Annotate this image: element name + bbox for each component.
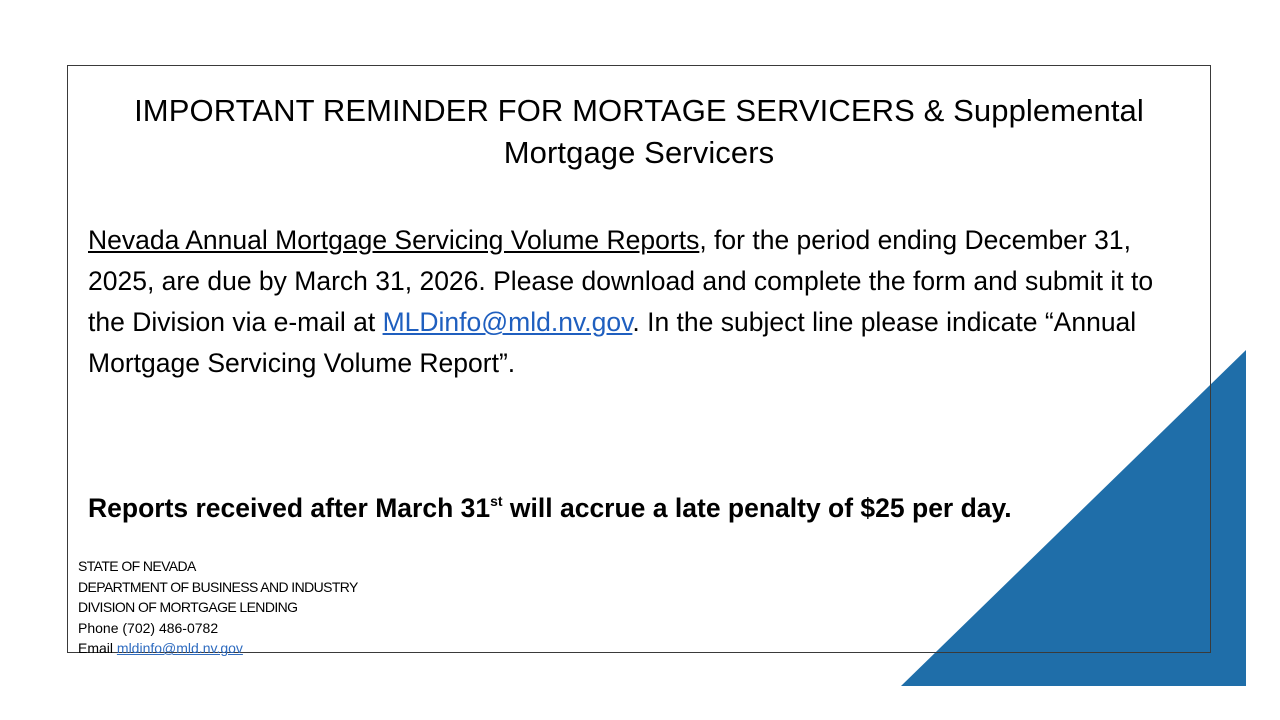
footer-division: DIVISION OF MORTGAGE LENDING [78,599,298,615]
footer-email-link[interactable]: mldinfo@mld.nv.gov [116,640,243,656]
notice-text-part1: , for the period ending December 31, 2025, are due by March 31, 2026. Please download and complete the form and submit it to the Division via e-mail at [88,225,1154,337]
footer-department: DEPARTMENT OF BUSINESS AND INDUSTRY [78,578,358,595]
footer-phone: Phone (702) 486-0782 [78,619,219,636]
notice-paragraph [88,220,1188,384]
report-name: Nevada Annual Mortgage Servicing Volume Reports [88,225,700,255]
footer-state: STATE OF NEVADA [78,558,196,574]
penalty-superscript: st [490,493,503,509]
page-title: IMPORTANT REMINDER FOR MORTAGE SERVICERS & Supplemental Mortgage Servicers [134,93,1144,170]
penalty-text-before: Reports received after March 31 [88,493,491,523]
footer-contact [78,556,358,659]
penalty-notice [88,488,1012,528]
notice-text-part2: . In the subject line please indicate “Annual Mortgage Servicing Volume Report”. [88,307,1137,378]
email-link[interactable]: MLDinfo@mld.nv.gov [382,307,633,337]
footer-email-line [78,638,358,659]
footer-email-label: Email [78,640,117,656]
penalty-text-after: will accrue a late penalty of $25 per day. [502,493,1012,523]
